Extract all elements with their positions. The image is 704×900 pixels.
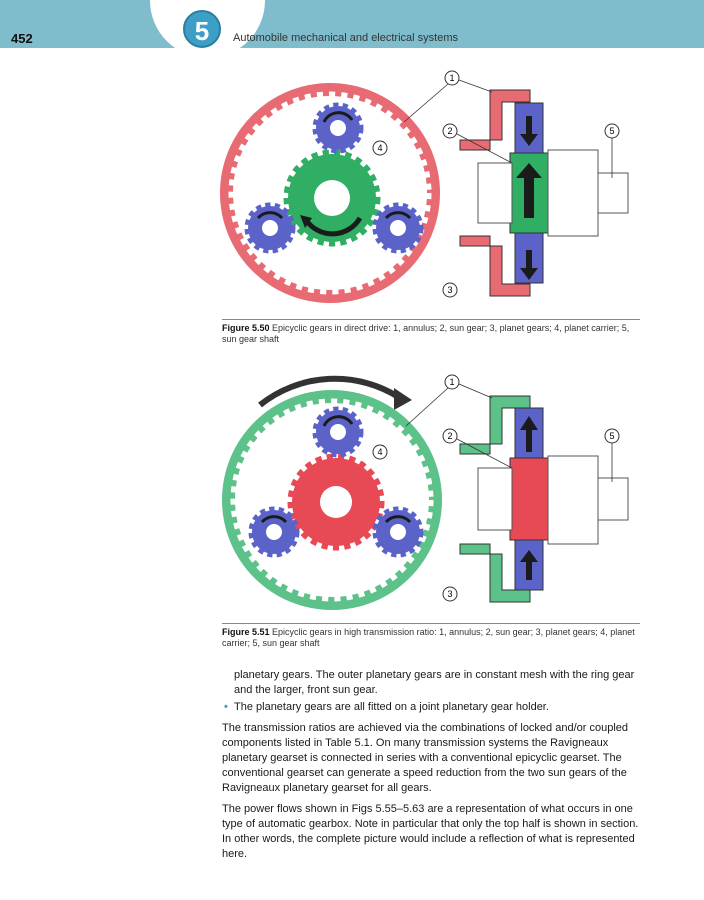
chapter-badge: 5 xyxy=(183,10,221,48)
paragraph: The transmission ratios are achieved via the combinations of locked and/or coupled components listed in Table 5.1. On many transmission systems the Ravigneaux planetary gearset is connected in series with a conventional epicyclic gearset. The conventional gearset can generate a speed reduction from the two sun gears of the Ravigneaux planetary gearset for all gears. xyxy=(222,722,629,794)
section-view xyxy=(460,396,628,602)
planet-gear-top xyxy=(316,106,360,150)
figure-caption-text: Epicyclic gears in direct drive: 1, annulus; 2, sun gear; 3, planet gears; 4, planet carrier; 5, sun gear shaft xyxy=(222,323,630,344)
paragraph: The power flows shown in Figs 5.55–5.63 are a representation of what occurs in one type of automatic gearbox. Note in particular that only the top half is shown in section. In other words, the complete picture would include a reflection of what is represented here. xyxy=(222,803,639,860)
callout-5: 5 xyxy=(609,126,615,136)
figure-caption-text: Epicyclic gears in high transmission ratio: 1, annulus; 2, sun gear; 3, planet gears; 4, planet carrier; 5, sun gear shaft xyxy=(222,627,635,648)
callout-3: 3 xyxy=(447,285,453,295)
callout-1: 1 xyxy=(449,377,455,387)
callout-4: 4 xyxy=(377,447,383,457)
bullet-item: • The planetary gears are all fitted on a joint planetary gear holder. xyxy=(222,700,642,715)
body-text xyxy=(222,668,642,868)
callout-3: 3 xyxy=(447,589,453,599)
planet-gear-top xyxy=(316,410,360,454)
planet-gear-right xyxy=(376,206,420,250)
figure-5-50 xyxy=(220,68,640,313)
planet-gear-left xyxy=(248,206,292,250)
section-view xyxy=(460,90,628,296)
callout-5: 5 xyxy=(609,431,615,441)
figure-caption xyxy=(222,319,640,345)
figure-label: Figure 5.51 xyxy=(222,627,270,637)
callout-4: 4 xyxy=(377,143,383,153)
planet-gear-right xyxy=(376,510,420,554)
callout-2: 2 xyxy=(447,126,453,136)
callout-1: 1 xyxy=(449,73,455,83)
callout-2: 2 xyxy=(447,431,453,441)
continuation-paragraph: planetary gears. The outer planetary gears are in constant mesh with the ring gear and the larger, front sun gear. xyxy=(234,669,635,696)
page-number: 452 xyxy=(11,31,33,46)
figure-label: Figure 5.50 xyxy=(222,323,270,333)
figure-caption xyxy=(222,623,640,649)
planet-gear-left xyxy=(252,510,296,554)
figure-5-51 xyxy=(220,370,640,610)
running-title: Automobile mechanical and electrical systems xyxy=(233,32,458,44)
